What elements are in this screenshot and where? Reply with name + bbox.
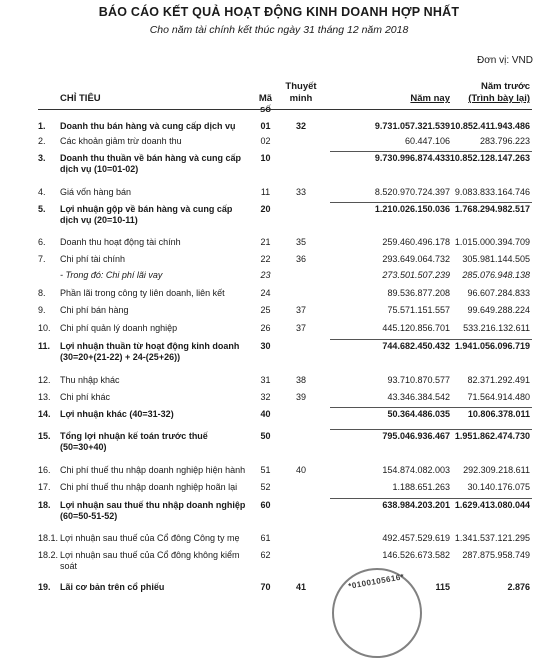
- row-number: 14.: [38, 409, 51, 419]
- row-code: 10: [260, 153, 271, 163]
- row-code: 52: [260, 482, 271, 492]
- row-code: 40: [260, 409, 271, 419]
- row-label: Phần lãi trong công ty liên doanh, liên kết: [60, 288, 225, 298]
- row-code: 24: [260, 288, 271, 298]
- row-note: 40: [295, 465, 306, 475]
- row-label: Lãi cơ bản trên cổ phiếu: [60, 582, 165, 592]
- row-number: 19.: [38, 582, 51, 592]
- row-previous-value: 99.649.288.224: [467, 305, 530, 315]
- row-note: 36: [295, 254, 306, 264]
- row-current-value: 8.520.970.724.397: [374, 187, 450, 197]
- row-previous-value: 10.852.128.147.263: [449, 153, 530, 163]
- header-prev-line1: Năm trước: [480, 81, 530, 92]
- header-previous-year: [420, 81, 530, 105]
- row-current-value: 93.710.870.577: [387, 375, 450, 385]
- company-seal-text: *0100105616*: [347, 572, 406, 591]
- row-note: 38: [295, 375, 306, 385]
- row-previous-value: 305.981.144.505: [462, 254, 530, 264]
- row-number: 18.1.: [38, 533, 59, 543]
- row-previous-value: 9.083.833.164.746: [454, 187, 530, 197]
- row-number: 12.: [38, 375, 51, 385]
- row-note: 33: [295, 187, 306, 197]
- row-number: 17.: [38, 482, 51, 492]
- row-number: 10.: [38, 323, 51, 333]
- row-number: 5.: [38, 204, 46, 214]
- row-previous-value: 1.951.862.474.730: [454, 431, 530, 441]
- report-title: BÁO CÁO KẾT QUẢ HOẠT ĐỘNG KINH DOANH HỢP NHẤT: [98, 5, 460, 19]
- row-previous-value: 82.371.292.491: [467, 375, 530, 385]
- row-label: Lợi nhuận thuần từ hoạt động kinh doanh (30=20+(21-22) + 24-(25+26)): [60, 341, 240, 362]
- row-current-value: 9.731.057.321.539: [374, 121, 450, 131]
- subtotal-rule: [330, 151, 532, 152]
- row-label: Lợi nhuận sau thuế của Cổ đông Công ty mẹ: [60, 533, 240, 543]
- row-label: Lợi nhuận khác (40=31-32): [60, 409, 174, 419]
- row-code: 22: [260, 254, 271, 264]
- row-code: 51: [260, 465, 271, 475]
- header-note-line2: minh: [289, 93, 313, 104]
- row-current-value: 273.501.507.239: [382, 270, 450, 280]
- row-code: 62: [260, 550, 271, 560]
- row-label: Chi phí bán hàng: [60, 305, 129, 315]
- row-previous-value: 96.607.284.833: [467, 288, 530, 298]
- row-label: Thu nhập khác: [60, 375, 120, 385]
- report-subtitle: Cho năm tài chính kết thúc ngày 31 tháng 12 năm 2018: [149, 24, 409, 36]
- row-previous-value: 10.852.411.943.486: [450, 121, 530, 131]
- row-number: 16.: [38, 465, 51, 475]
- row-current-value: 744.682.450.432: [382, 341, 450, 351]
- row-previous-value: 2.876: [507, 582, 530, 592]
- header-code: Mã số: [258, 93, 273, 115]
- row-previous-value: 285.076.948.138: [462, 270, 530, 280]
- row-current-value: 445.120.856.701: [382, 323, 450, 333]
- row-current-value: 75.571.151.557: [387, 305, 450, 315]
- row-number: 9.: [38, 305, 46, 315]
- row-current-value: 795.046.936.467: [382, 431, 450, 441]
- row-previous-value: 1.941.056.096.719: [454, 341, 530, 351]
- header-prev-line2: (Trình bày lại): [468, 93, 530, 104]
- row-current-value: 89.536.877.208: [387, 288, 450, 298]
- row-label: - Trong đó: Chi phí lãi vay: [60, 270, 163, 280]
- row-current-value: 1.210.026.150.036: [374, 204, 450, 214]
- subtotal-rule: [330, 407, 532, 408]
- row-code: 25: [260, 305, 271, 315]
- row-current-value: 50.364.486.035: [387, 409, 450, 419]
- row-number: 1.: [38, 121, 46, 131]
- row-previous-value: 1.341.537.121.295: [454, 533, 530, 543]
- row-number: 18.: [38, 500, 51, 510]
- row-label: Chi phí quản lý doanh nghiệp: [60, 323, 178, 333]
- row-previous-value: 30.140.176.075: [467, 482, 530, 492]
- header-divider: [38, 109, 532, 110]
- row-label: Doanh thu hoạt động tài chính: [60, 237, 181, 247]
- row-current-value: 492.457.529.619: [382, 533, 450, 543]
- header-item: CHỈ TIÊU: [60, 93, 101, 104]
- row-number: 8.: [38, 288, 46, 298]
- row-code: 70: [260, 582, 271, 592]
- row-label: Lợi nhuận sau thuế của Cổ đông không kiểm soát: [60, 550, 240, 571]
- row-number: 13.: [38, 392, 51, 402]
- row-label: Chi phí thuế thu nhập doanh nghiệp hiện hành: [60, 465, 246, 475]
- row-current-value: 1.188.651.263: [392, 482, 450, 492]
- subtotal-rule: [330, 498, 532, 499]
- row-code: 50: [260, 431, 271, 441]
- row-code: 20: [260, 204, 271, 214]
- row-note: 32: [295, 121, 306, 131]
- row-previous-value: 292.309.218.611: [463, 465, 530, 475]
- header-note: [282, 81, 320, 105]
- row-previous-value: 1.015.000.394.709: [454, 237, 530, 247]
- row-code: 32: [260, 392, 271, 402]
- row-code: 61: [260, 533, 271, 543]
- row-code: 11: [260, 187, 271, 197]
- row-current-value: 146.526.673.582: [382, 550, 450, 560]
- row-number: 18.2.: [38, 550, 59, 560]
- row-note: 37: [295, 323, 306, 333]
- row-number: 6.: [38, 237, 46, 247]
- row-code: 26: [260, 323, 271, 333]
- row-number: 11.: [38, 341, 51, 351]
- row-previous-value: 533.216.132.611: [463, 323, 530, 333]
- row-number: 3.: [38, 153, 46, 163]
- row-code: 30: [260, 341, 271, 351]
- row-label: Lợi nhuận sau thuế thu nhập doanh nghiệp (60=50-51-52): [60, 500, 246, 521]
- row-label: Tổng lợi nhuận kế toán trước thuế (50=30+40): [60, 431, 208, 452]
- row-note: 41: [295, 582, 306, 592]
- row-label: Các khoản giảm trừ doanh thu: [60, 136, 182, 146]
- row-note: 35: [295, 237, 306, 247]
- row-code: 23: [260, 270, 271, 280]
- row-current-value: 60.447.106: [404, 136, 450, 146]
- row-previous-value: 1.768.294.982.517: [454, 204, 530, 214]
- row-previous-value: 283.796.223: [479, 136, 530, 146]
- row-code: 60: [260, 500, 271, 510]
- row-current-value: 43.346.384.542: [387, 392, 450, 402]
- row-number: 15.: [38, 431, 51, 441]
- row-label: Chi phí tài chính: [60, 254, 126, 264]
- header-current-year: Năm nay: [410, 93, 450, 104]
- row-current-value: 115: [435, 582, 450, 592]
- header-note-line1: Thuyết: [285, 81, 317, 92]
- row-current-value: 638.984.203.201: [382, 500, 450, 510]
- row-previous-value: 71.564.914.480: [467, 392, 530, 402]
- row-note: 39: [295, 392, 306, 402]
- row-number: 7.: [38, 254, 46, 264]
- row-label: Doanh thu bán hàng và cung cấp dịch vụ: [60, 121, 236, 131]
- row-number: 4.: [38, 187, 46, 197]
- row-current-value: 9.730.996.874.433: [374, 153, 450, 163]
- subtotal-rule: [330, 202, 532, 203]
- row-previous-value: 10.806.378.011: [467, 409, 530, 419]
- row-code: 02: [260, 136, 271, 146]
- row-previous-value: 287.875.958.749: [462, 550, 530, 560]
- row-number: 2.: [38, 136, 46, 146]
- row-note: 37: [295, 305, 306, 315]
- row-code: 21: [260, 237, 271, 247]
- row-current-value: 259.460.496.178: [382, 237, 450, 247]
- row-label: Lợi nhuận gộp về bán hàng và cung cấp dịch vụ (20=10-11): [60, 204, 233, 225]
- subtotal-rule: [330, 429, 532, 430]
- row-label: Doanh thu thuần về bán hàng và cung cấp dịch vụ (10=01-02): [60, 153, 242, 174]
- row-current-value: 293.649.064.732: [382, 254, 450, 264]
- row-previous-value: 1.629.413.080.044: [454, 500, 530, 510]
- row-code: 31: [260, 375, 271, 385]
- row-label: Chi phí khác: [60, 392, 111, 402]
- row-label: Giá vốn hàng bán: [60, 187, 132, 197]
- subtotal-rule: [330, 339, 532, 340]
- row-code: 01: [260, 121, 271, 131]
- currency-unit: Đơn vị: VND: [476, 55, 533, 66]
- row-label: Chi phí thuế thu nhập doanh nghiệp hoãn lại: [60, 482, 238, 492]
- row-current-value: 154.874.082.003: [382, 465, 450, 475]
